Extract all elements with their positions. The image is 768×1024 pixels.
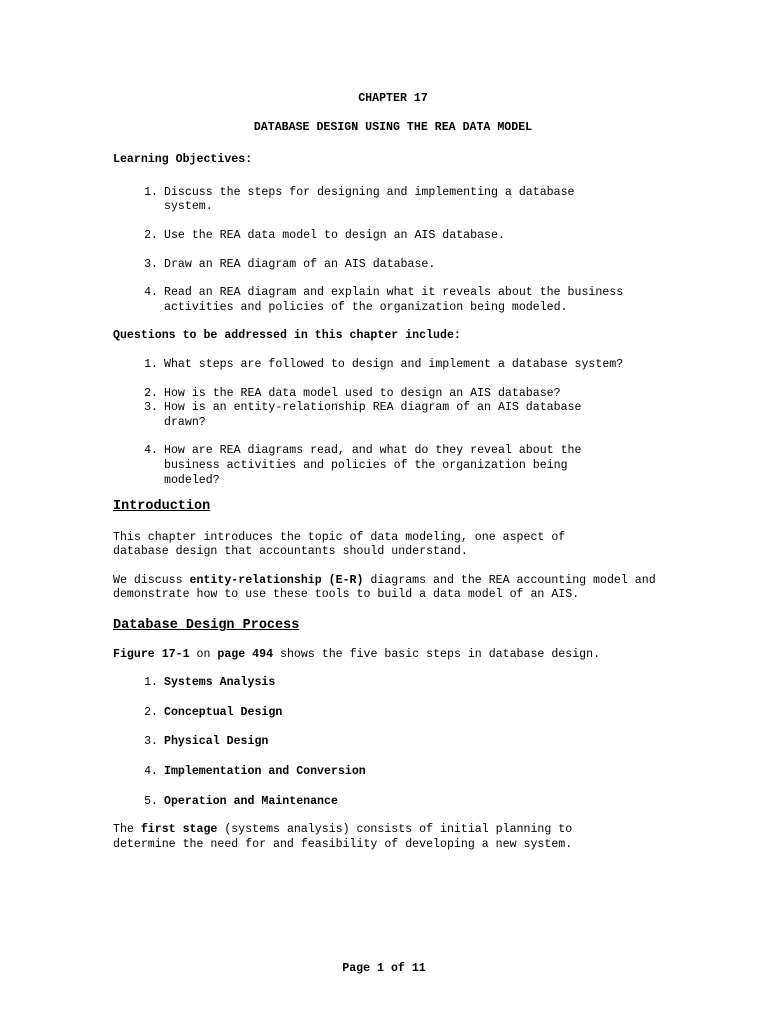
first-stage-paragraph: The first stage (systems analysis) consists of initial planning to determine the need for and feasibility of developing a new system.: [113, 823, 573, 851]
list-item: 3. Physical Design: [144, 735, 269, 749]
list-item: 3. Draw an REA diagram of an AIS database.: [144, 257, 436, 271]
intro-paragraph-1: This chapter introduces the topic of data modeling, one aspect of database design that accountants should understand.: [113, 530, 566, 559]
design-steps-list: [113, 676, 673, 809]
chapter-label: CHAPTER 17: [358, 92, 428, 105]
list-item: 1. Systems Analysis: [144, 676, 276, 690]
page-number-footer: Page 1 of 11: [342, 962, 426, 975]
list-item: 1. What steps are followed to design and implement a database system?: [144, 357, 624, 371]
list-item: 2. Conceptual Design: [144, 705, 283, 719]
list-item: 2. Use the REA data model to design an AIS database.: [144, 228, 505, 242]
learning-objectives-list: [113, 186, 673, 316]
document-page: [113, 92, 673, 852]
list-item: 1. Discuss the steps for designing and implementing a database system.: [144, 185, 575, 214]
database-design-process-heading: Database Design Process: [113, 618, 300, 634]
questions-heading: Questions to be addressed in this chapter include:: [113, 329, 461, 343]
learning-objectives-heading: Learning Objectives:: [113, 153, 253, 167]
questions-list: [113, 358, 673, 488]
list-item: 5. Operation and Maintenance: [144, 794, 338, 808]
chapter-title: DATABASE DESIGN USING THE REA DATA MODEL: [253, 120, 533, 134]
ddp-paragraph: Figure 17-1 on page 494 shows the five basic steps in database design.: [113, 647, 601, 661]
list-item: 3. How is an entity-relationship REA diagram of an AIS database drawn?: [144, 401, 582, 429]
introduction-heading: Introduction: [113, 499, 211, 515]
list-item: 4. Implementation and Conversion: [144, 765, 366, 779]
list-item: 4. Read an REA diagram and explain what it reveals about the business activities and policies of the organization being modeled.: [144, 286, 624, 314]
list-item: 4. How are REA diagrams read, and what do they reveal about the business activities and policies of the organization being modeled?: [144, 444, 582, 487]
list-item: 2. How is the REA data model used to design an AIS database?: [144, 386, 561, 400]
intro-paragraph-2: We discuss entity-relationship (E-R) diagrams and the REA accounting model and demonstrate how to use these tools to build a data model of an AIS.: [113, 573, 656, 602]
